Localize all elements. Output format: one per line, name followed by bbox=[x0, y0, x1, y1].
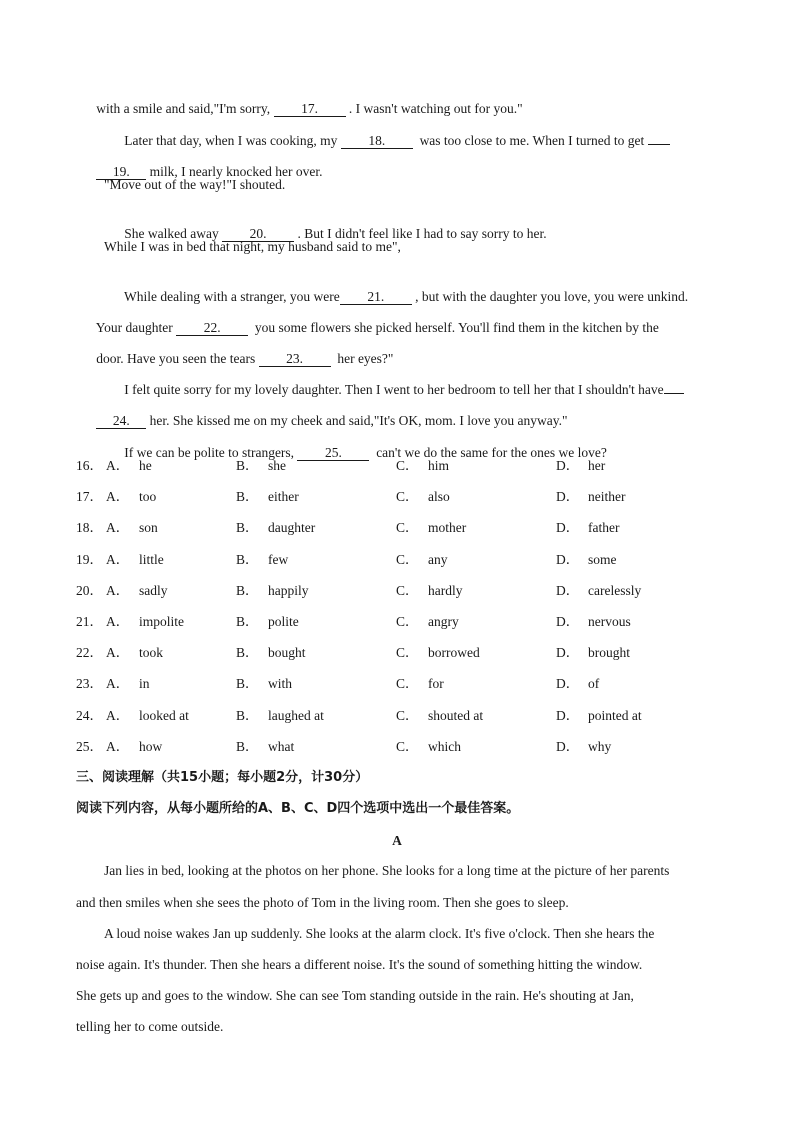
blank-25: 25. bbox=[297, 445, 369, 461]
blank-17: 17. bbox=[274, 101, 346, 117]
option-row bbox=[0, 457, 794, 475]
option-a: impolite bbox=[139, 614, 184, 629]
option-label-c: C． bbox=[396, 614, 419, 629]
question-number: 17． bbox=[76, 489, 103, 505]
option-label-a: A． bbox=[106, 738, 130, 754]
option-a: in bbox=[139, 676, 150, 692]
option-label-b: B． bbox=[236, 614, 259, 629]
option-label-d: D． bbox=[556, 489, 580, 505]
option-b: she bbox=[268, 458, 286, 473]
option-d: of bbox=[588, 676, 600, 692]
option-label-c: C． bbox=[396, 551, 419, 567]
option-label-c: C． bbox=[396, 520, 419, 536]
option-label-a: A． bbox=[106, 676, 130, 692]
option-b: bought bbox=[268, 645, 306, 661]
option-label-d: D． bbox=[556, 676, 580, 692]
option-b: either bbox=[268, 489, 299, 505]
blank-22: 22. bbox=[176, 320, 248, 336]
option-b: happily bbox=[268, 582, 309, 598]
option-label-a: A． bbox=[106, 489, 130, 505]
option-label-a: A． bbox=[106, 614, 130, 629]
option-d: nervous bbox=[588, 614, 631, 629]
question-number: 20． bbox=[76, 582, 103, 598]
option-d: some bbox=[588, 551, 617, 567]
option-label-a: A． bbox=[106, 707, 130, 723]
option-label-c: C． bbox=[396, 582, 419, 598]
option-a: too bbox=[139, 489, 157, 505]
option-label-a: A． bbox=[106, 458, 130, 473]
option-c: hardly bbox=[428, 582, 463, 598]
option-b: with bbox=[268, 676, 293, 692]
option-a: how bbox=[139, 738, 163, 754]
question-number: 24． bbox=[76, 707, 103, 723]
option-row bbox=[0, 707, 794, 725]
option-row bbox=[0, 613, 794, 631]
option-row bbox=[0, 551, 794, 569]
option-a: he bbox=[139, 458, 152, 473]
option-label-b: B． bbox=[236, 489, 259, 505]
option-label-b: B． bbox=[236, 551, 259, 567]
blank-18: 18. bbox=[341, 133, 413, 149]
option-d: brought bbox=[588, 645, 630, 661]
question-number: 18． bbox=[76, 520, 103, 536]
question-number: 25． bbox=[76, 738, 103, 754]
option-d: why bbox=[588, 738, 612, 754]
blank-20: 20. bbox=[222, 226, 294, 242]
option-label-d: D． bbox=[556, 458, 580, 473]
option-c: shouted at bbox=[428, 707, 484, 723]
option-label-d: D． bbox=[556, 551, 580, 567]
option-label-c: C． bbox=[396, 676, 419, 692]
option-c: which bbox=[428, 738, 461, 754]
option-label-d: D． bbox=[556, 738, 580, 754]
option-label-b: B． bbox=[236, 676, 259, 692]
option-label-b: B． bbox=[236, 707, 259, 723]
option-c: him bbox=[428, 458, 450, 473]
option-label-c: C． bbox=[396, 738, 419, 754]
option-c: borrowed bbox=[428, 645, 480, 661]
option-row bbox=[0, 644, 794, 662]
option-label-a: A． bbox=[106, 520, 130, 536]
option-label-b: B． bbox=[236, 738, 259, 754]
option-row bbox=[0, 582, 794, 600]
option-a: sadly bbox=[139, 582, 168, 598]
option-c: also bbox=[428, 489, 450, 505]
option-d: carelessly bbox=[588, 582, 642, 598]
option-label-c: C． bbox=[396, 489, 419, 505]
option-a: looked at bbox=[139, 707, 189, 723]
option-label-d: D． bbox=[556, 614, 580, 629]
option-label-d: D． bbox=[556, 520, 580, 536]
blank-23: 23. bbox=[259, 351, 331, 367]
option-b: what bbox=[268, 738, 295, 754]
option-b: few bbox=[268, 551, 289, 567]
option-label-c: C． bbox=[396, 458, 419, 473]
option-label-b: B． bbox=[236, 520, 259, 536]
option-c: for bbox=[428, 676, 444, 692]
option-label-b: B． bbox=[236, 645, 259, 661]
option-label-a: A． bbox=[106, 582, 130, 598]
option-d: neither bbox=[588, 489, 626, 505]
option-d: pointed at bbox=[588, 707, 642, 723]
blank-24-start bbox=[664, 393, 684, 394]
question-number: 23． bbox=[76, 676, 103, 692]
question-number: 22． bbox=[76, 645, 103, 661]
option-row bbox=[0, 519, 794, 537]
option-d: her bbox=[588, 458, 606, 473]
option-label-d: D． bbox=[556, 707, 580, 723]
passage-label: A bbox=[392, 833, 402, 848]
option-row bbox=[0, 738, 794, 756]
option-label-b: B． bbox=[236, 458, 259, 473]
document-page: with a smile and said,"I'm sorry, 17. . I wasn't watching out for you." Later that day, when I was cooking, my 18. was too close to me. When I turned to get 19. milk, I nearly knocked her over. "Move out of the way!"I shouted. She walked away 20. . But I didn't feel like I had to say sorry to her. While I was in bed that night, my husband said to me", While dealing with a stranger, you were 21. , but with the daughter you love, you were unkind. Your daughter 22. you some flowers she picked herself. You'll find them in the kitchen by the door. Have you seen the tears 23. her eyes?" I felt quite sorry for my lovely daughter. Then I went to her bedroom to tell her that I shouldn't have 24. her. She kissed me on my cheek and said,"It's OK, mom. I love you anyway." If we can be polite to strangers, 25. can't we do the same for the ones we love? 16． A． he B． she C． him D． her 17． A． too B． either C． also D． neither 18． A． son B． daughter C． mother D． father 19． A． little B． few C． any D． some 20． A． sadly B． happily C． hardly D． carelessly 21． A． impolite B． polite C． angry D． nervous 22． A． took B． bought C． borrowed D． brought 23． A． in B． with C． for D． of 24． A． looked at B． laughed at C． shouted at D． pointed at 25． A． how B． what C． which D． why 三、阅读理解（共15小题；每小题2分，计30分） 阅读下列内容，从每小题所给的A、B、C、D四个选项中选出一个最佳答案。 A Jan lies in bed, looking at the photos on her phone. She looks for a long time at the picture of her parents and then smiles when she sees the photo of Tom in the living room. Then she goes to sleep. A loud noise wakes Jan up suddenly. She looks at the alarm clock. It's five o'clock. Then she hears the noise again. It's thunder. Then she hears a different noise. It's the sound of something hitting the window. She gets up and goes to the window. She can see Tom standing outside in the rain. He's shouting at Jan, telling her to come outside. bbox=[0, 0, 794, 1123]
option-b: daughter bbox=[268, 520, 316, 536]
option-a: son bbox=[139, 520, 158, 536]
option-label-a: A． bbox=[106, 551, 130, 567]
option-label-a: A． bbox=[106, 645, 130, 661]
option-c: angry bbox=[428, 614, 459, 629]
question-number: 21． bbox=[76, 614, 103, 629]
option-label-b: B． bbox=[236, 582, 259, 598]
option-b: laughed at bbox=[268, 707, 324, 723]
option-c: mother bbox=[428, 520, 467, 536]
option-label-c: C． bbox=[396, 707, 419, 723]
blank-24: 24. bbox=[96, 413, 146, 429]
option-label-d: D． bbox=[556, 582, 580, 598]
question-number: 16． bbox=[76, 458, 103, 473]
section-title: 三、阅读理解（共15小题；每小题2分，计30分） bbox=[76, 770, 369, 785]
option-row bbox=[0, 488, 794, 506]
option-row bbox=[0, 675, 794, 693]
section-instruction: 阅读下列内容，从每小题所给的A、B、C、D四个选项中选出一个最佳答案。 bbox=[76, 801, 520, 816]
option-b: polite bbox=[268, 614, 299, 629]
option-a: little bbox=[139, 551, 164, 567]
option-label-c: C． bbox=[396, 645, 419, 661]
blank-21: 21. bbox=[340, 289, 412, 305]
blank-19: 19. bbox=[96, 164, 146, 180]
option-c: any bbox=[428, 551, 448, 567]
option-d: father bbox=[588, 520, 620, 536]
option-label-d: D． bbox=[556, 645, 580, 661]
blank-19-start bbox=[648, 144, 670, 145]
option-a: took bbox=[139, 645, 164, 661]
question-number: 19． bbox=[76, 551, 103, 567]
